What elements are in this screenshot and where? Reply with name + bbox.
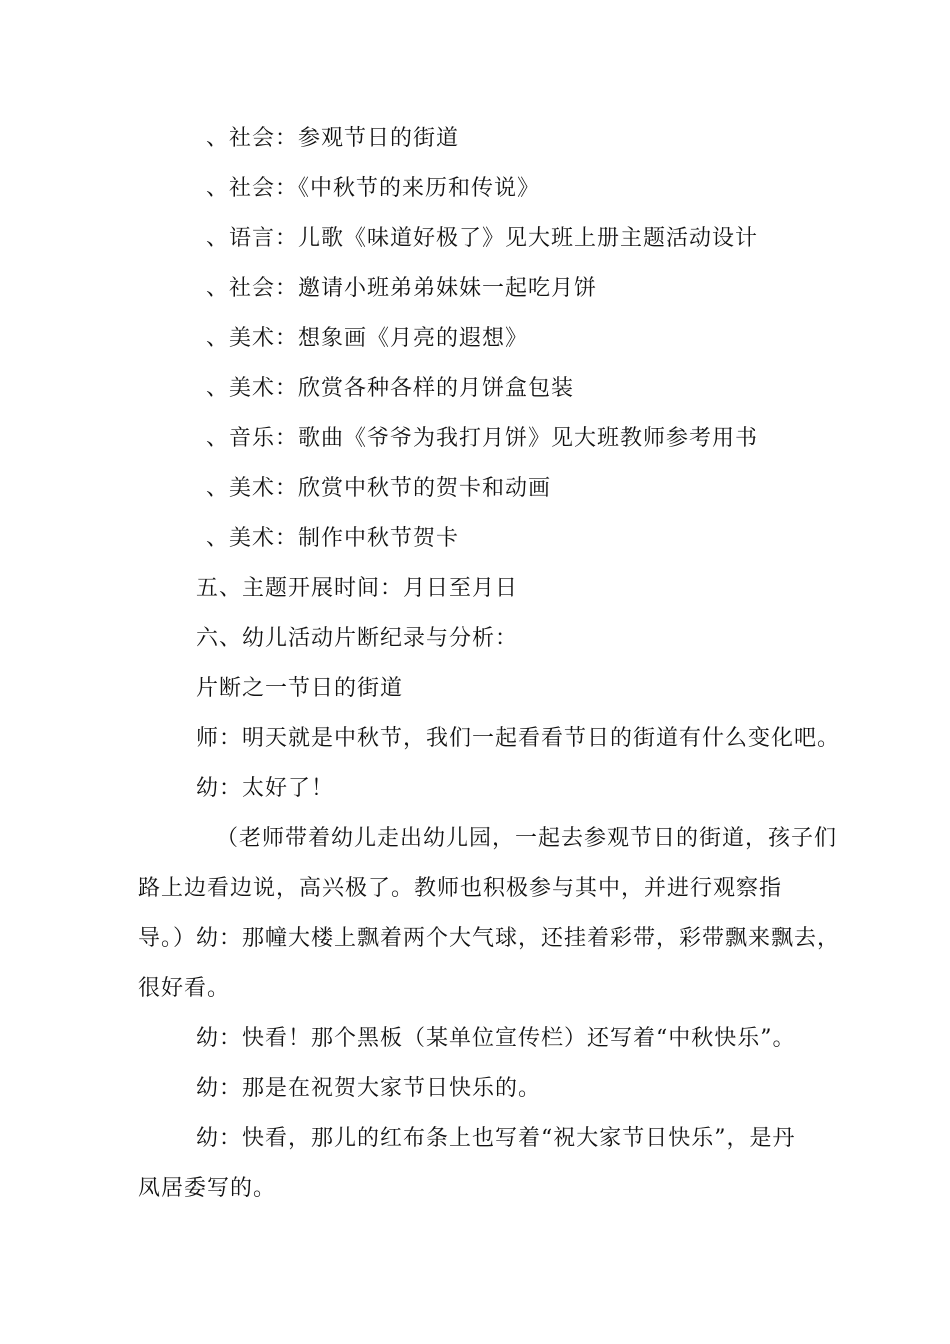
narration-line: （老师带着幼儿走出幼儿园，一起去参观节日的街道，孩子们 [216,826,838,851]
child-line: 幼：快看，那儿的红布条上也写着“祝大家节日快乐”，是丹 [196,1126,796,1151]
teacher-line: 师：明天就是中秋节，我们一起看看节日的街道有什么变化吧。 [196,726,841,751]
narration-line: 导。）幼：那幢大楼上飘着两个大气球，还挂着彩带，彩带飘来飘去， [138,926,841,951]
activity-item: 、语言：儿歌《味道好极了》见大班上册主题活动设计 [206,226,759,251]
section-heading-records: 六、幼儿活动片断纪录与分析： [196,626,519,651]
activity-item: 、音乐：歌曲《爷爷为我打月饼》见大班教师参考用书 [206,426,759,451]
child-line-continuation: 凤居委写的。 [138,1176,277,1201]
activity-item: 、美术：想象画《月亮的遐想》 [206,326,529,351]
activity-item: 、美术：欣赏中秋节的贺卡和动画 [206,476,552,501]
child-line: 幼：太好了！ [196,776,335,801]
activity-item: 、社会：参观节日的街道 [206,126,460,151]
section-heading-schedule: 五、主题开展时间：月日至月日 [196,576,519,601]
activity-item: 、社会：《中秋节的来历和传说》 [206,176,541,201]
child-line: 幼：快看！那个黑板（某单位宣传栏）还写着“中秋快乐”。 [196,1026,796,1051]
fragment-title: 片断之一节日的街道 [196,676,404,701]
narration-line: 路上边看边说，高兴极了。教师也积极参与其中，并进行观察指 [138,876,783,901]
child-line: 幼：那是在祝贺大家节日快乐的。 [196,1076,542,1101]
narration-line: 很好看。 [138,976,231,1001]
activity-item: 、美术：欣赏各种各样的月饼盒包装 [206,376,575,401]
activity-item: 、美术：制作中秋节贺卡 [206,526,460,551]
activity-item: 、社会：邀请小班弟弟妹妹一起吃月饼 [206,276,598,301]
